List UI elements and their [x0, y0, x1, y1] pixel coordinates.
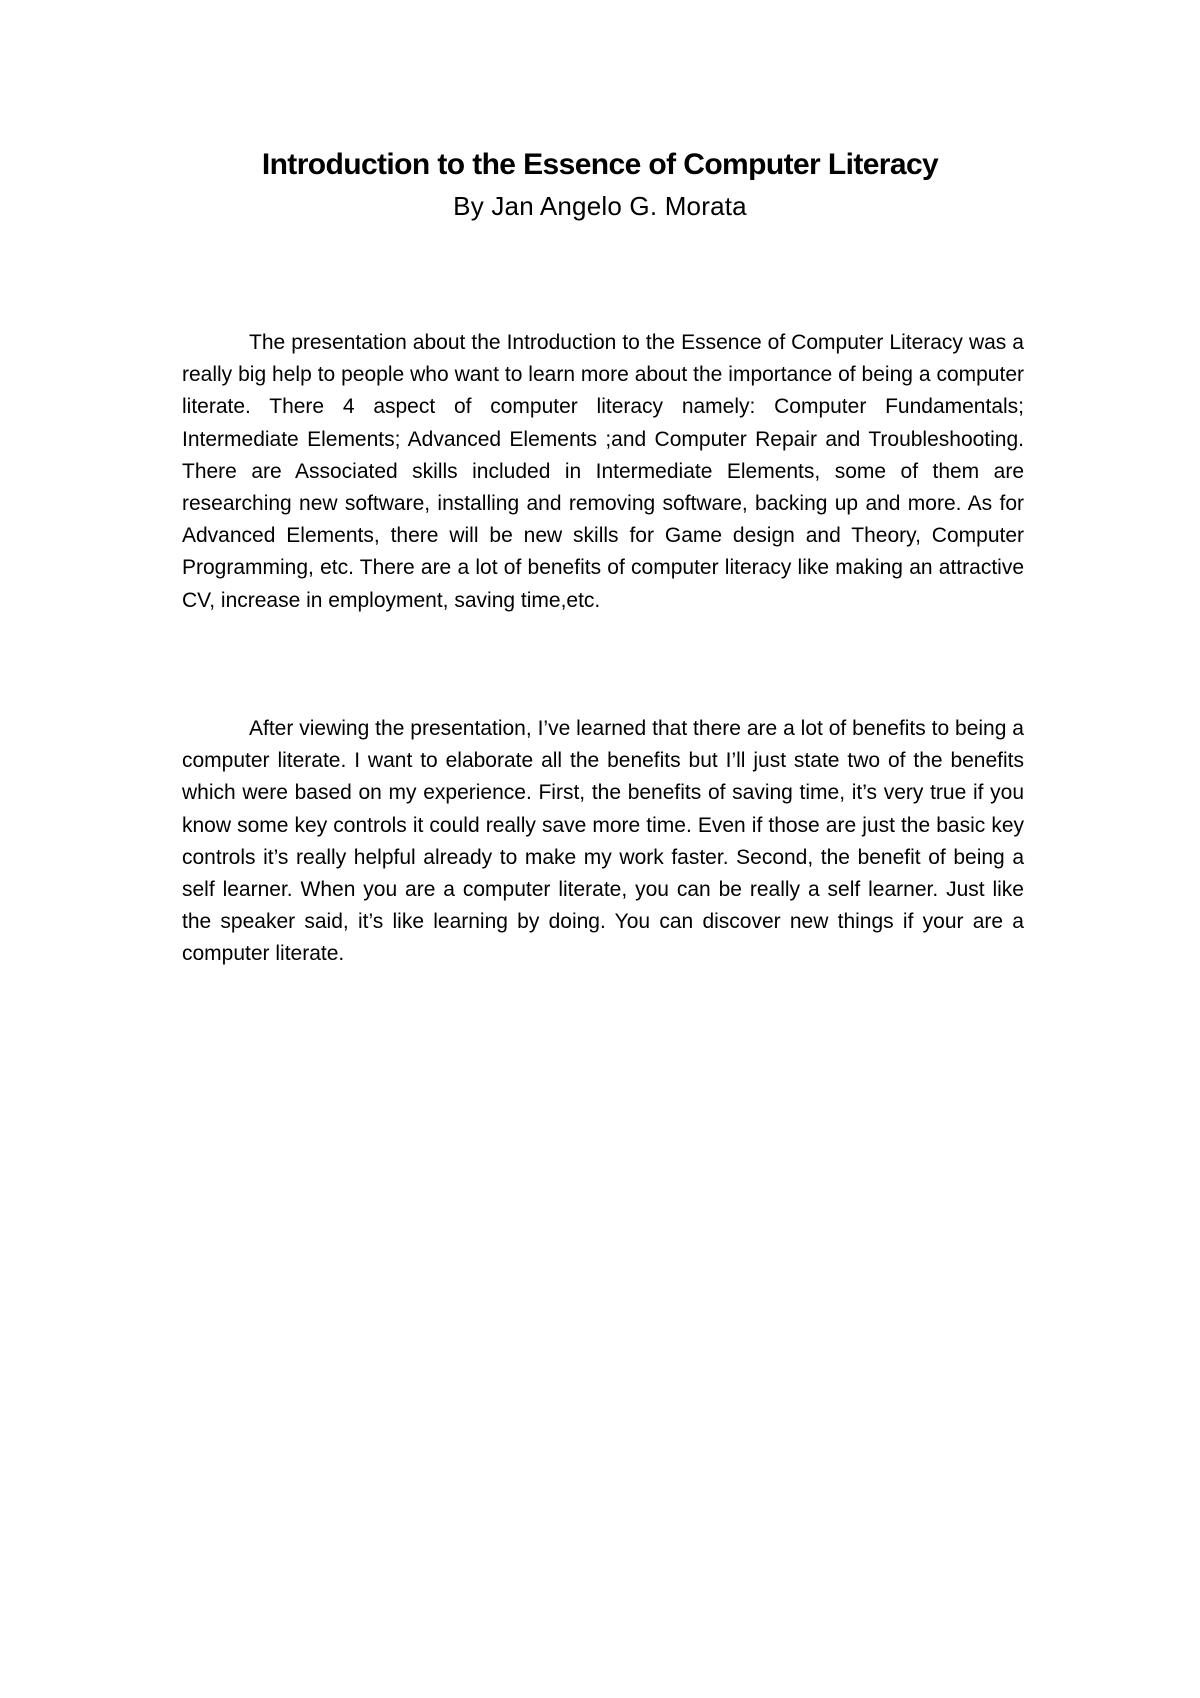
body-paragraph: After viewing the presentation, I’ve learned that there are a lot of benefits to being a computer literate. I want to elaborate all the benefits but I’ll just state two of the benefits which were based on my experience. First, the benefits of saving time, it’s very true if you know some key controls it could really save more time. Even if those are just the basic key controls it’s really helpful already to make my work faster. Second, the benefit of being a self learner. When you are a computer literate, you can be really a self learner. Just like the speaker said, it’s like learning by doing. You can discover new things if your are a computer literate.	[182, 717, 1024, 966]
document-author: By Jan Angelo G. Morata	[453, 191, 747, 221]
body-paragraph: The presentation about the Introduction to the Essence of Computer Literacy was a really big help to people who want to learn more about the importance of being a computer literate. There 4 aspect of computer literacy namely: Computer Fundamentals; Intermediate Elements; Advanced Elements ;and Computer Repair and Troubleshooting. There are Associated skills included in Intermediate Elements, some of them are researching new software, installing and removing software, backing up and more. As for Advanced Elements, there will be new skills for Game design and Theory, Computer Programming, etc. There are a lot of benefits of computer literacy like making an attractive CV, increase in employment, saving time,etc.	[182, 331, 1024, 612]
document-title: Introduction to the Essence of Computer Literacy	[261, 148, 939, 181]
